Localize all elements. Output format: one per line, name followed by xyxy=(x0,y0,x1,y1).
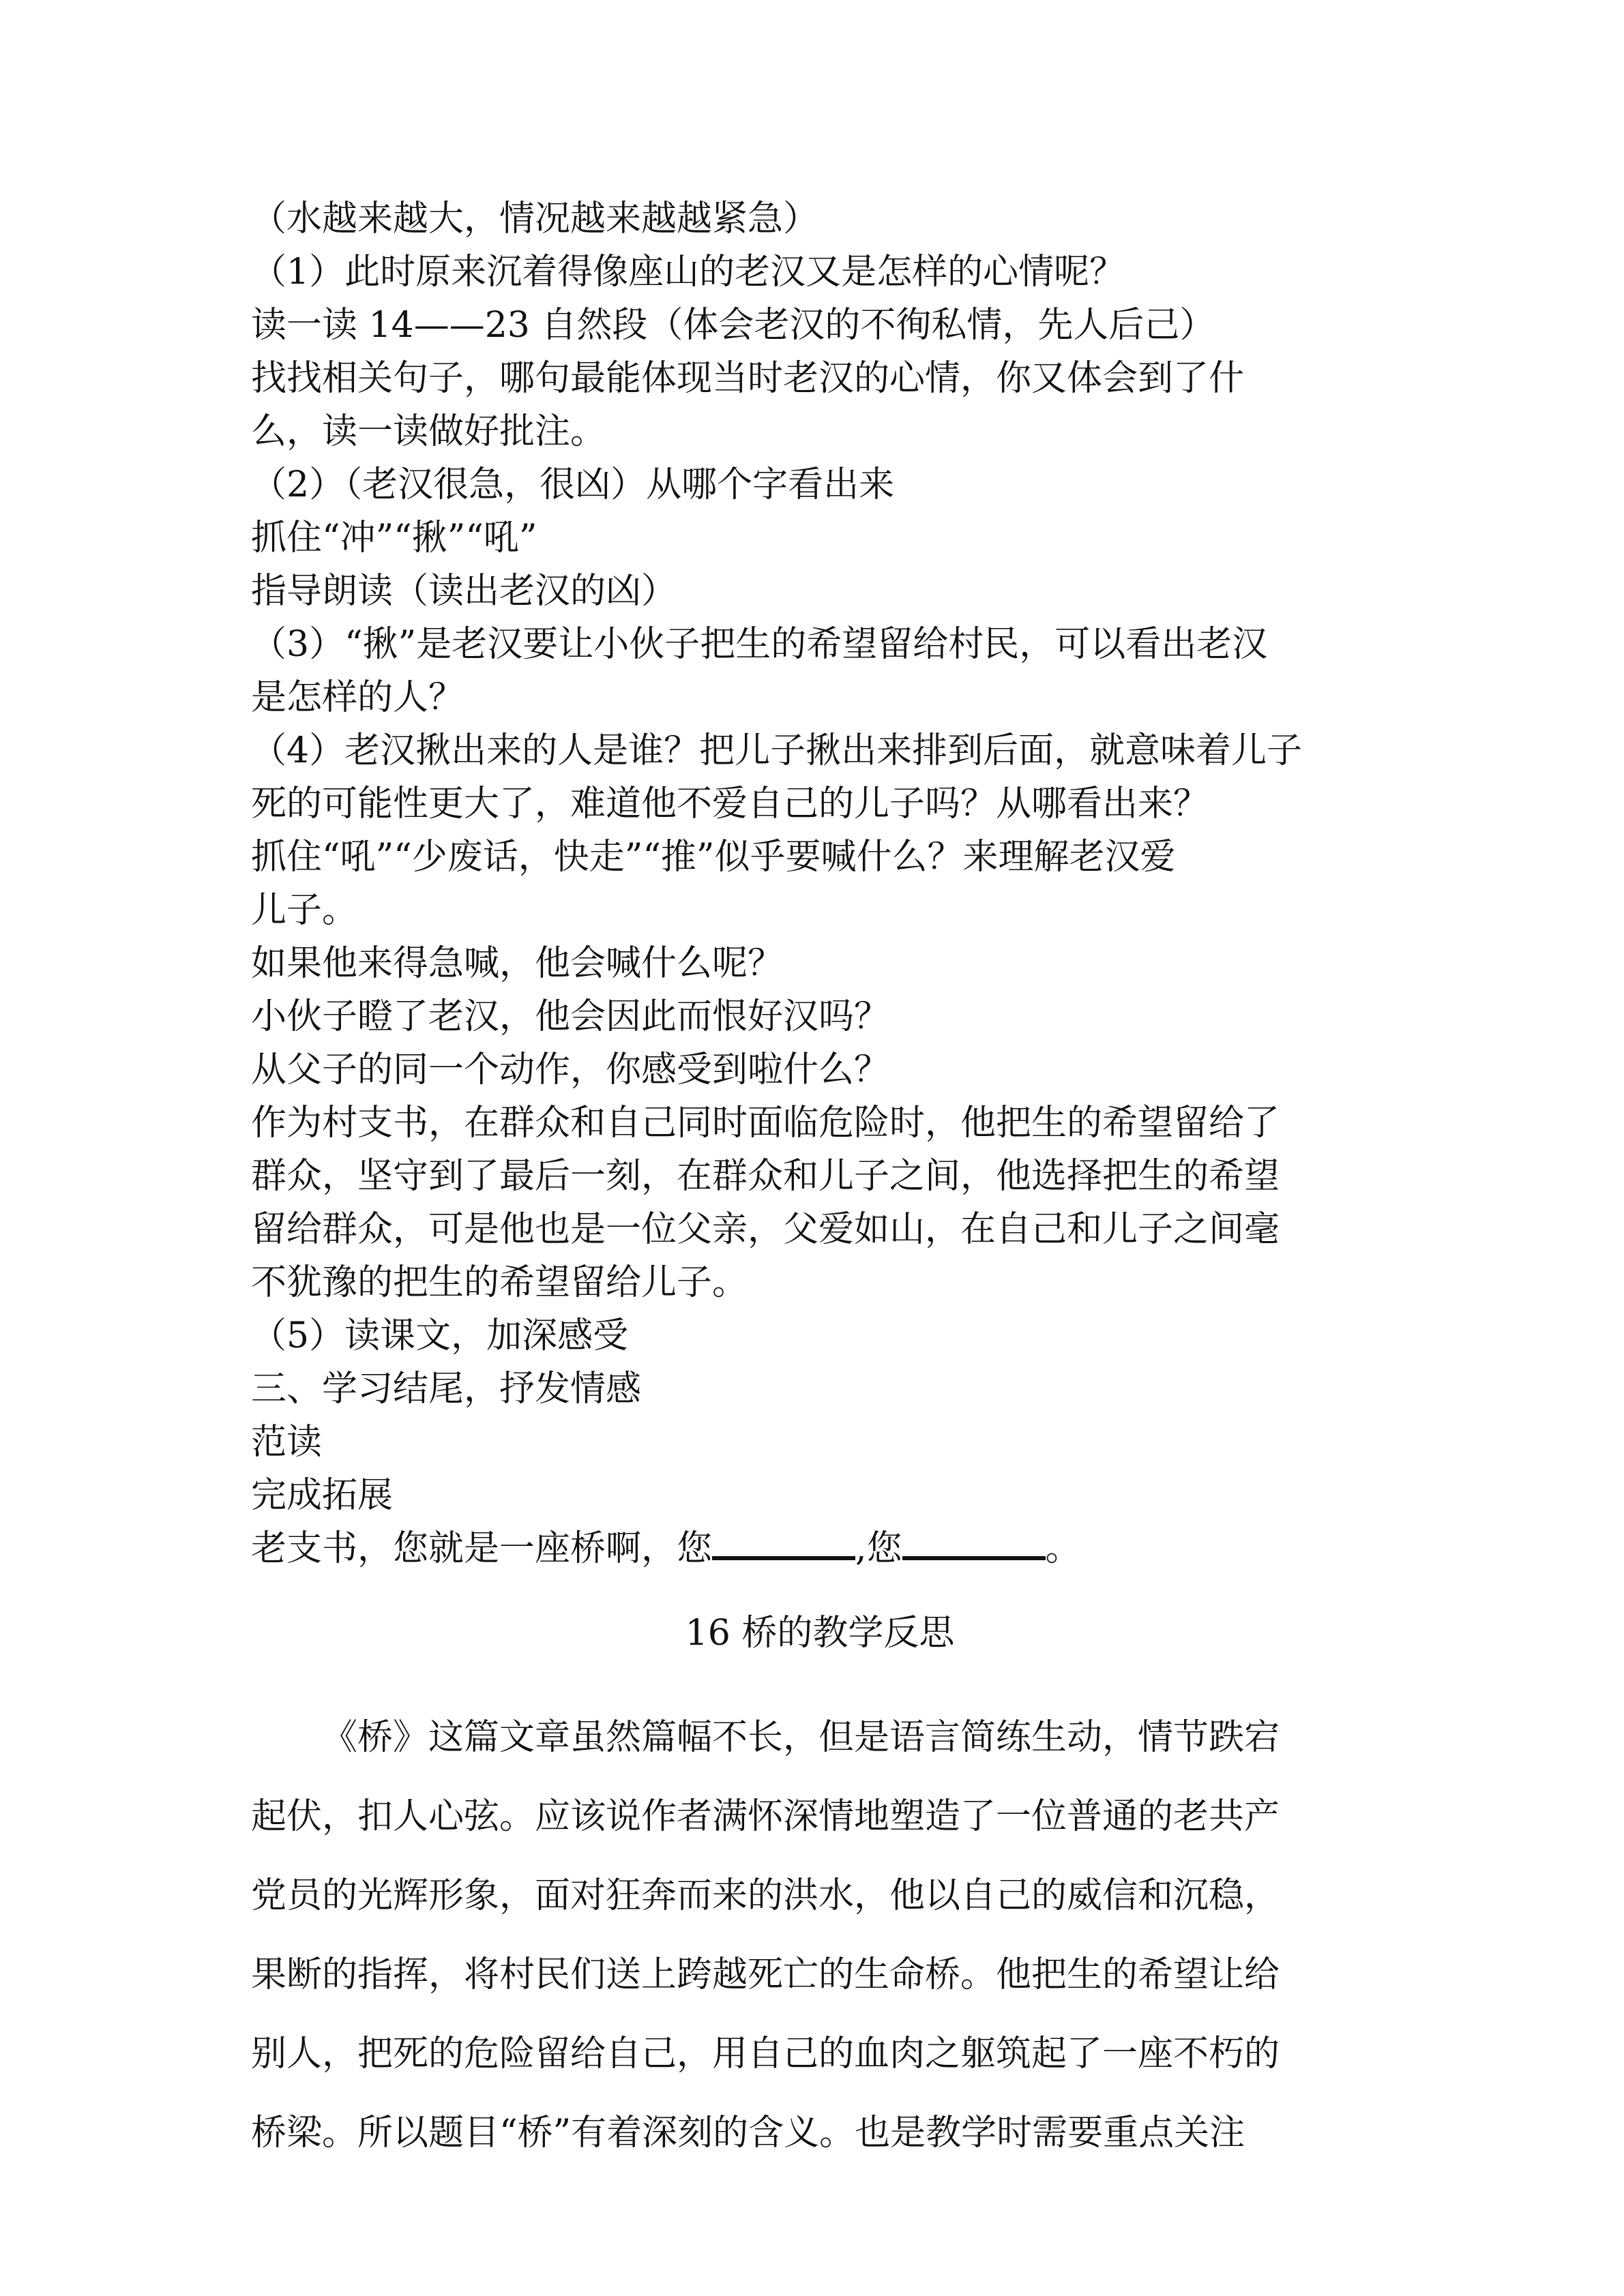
paragraph-line: 别人，把死的危险留给自己，用自己的血肉之躯筑起了一座不朽的 xyxy=(251,2033,1280,2074)
text-line: 死的可能性更大了，难道他不爱自己的儿子吗？从哪看出来？ xyxy=(251,784,1209,824)
text-line: 不犹豫的把生的希望留给儿子。 xyxy=(251,1262,748,1303)
text-line: 指导朗读（读出老汉的凶） xyxy=(251,571,677,612)
text-line: 完成拓展 xyxy=(251,1475,394,1516)
text-line: 抓住“冲”“揪”“吼” xyxy=(251,518,537,558)
text-line: 作为村支书，在群众和自己同时面临危险时，他把生的希望留给了 xyxy=(251,1103,1280,1144)
fill-text: ,您 xyxy=(855,1528,902,1569)
reflection-paragraph xyxy=(251,1698,1389,2173)
text-line: 抓住“吼”“少废话，快走”“推”似乎要喊什么？来理解老汉爱 xyxy=(251,837,1176,878)
fill-text: 老支书，您就是一座桥啊，您 xyxy=(251,1528,713,1569)
section-heading: 三、学习结尾，抒发情感 xyxy=(251,1369,642,1410)
text-line: （1）此时原来沉着得像座山的老汉又是怎样的心情呢？ xyxy=(251,252,1125,293)
paragraph-line: 桥梁。所以题目“桥”有着深刻的含义。也是教学时需要重点关注 xyxy=(251,2113,1245,2153)
paragraph-line: 起伏，扣人心弦。应该说作者满怀深情地塑造了一位普通的老共产 xyxy=(251,1796,1280,1837)
text-line: （3）“揪”是老汉要让小伙子把生的希望留给村民，可以看出老汉 xyxy=(251,624,1268,665)
text-line: 留给群众，可是他也是一位父亲，父爱如山，在自己和儿子之间毫 xyxy=(251,1209,1280,1250)
paragraph-line: 党员的光辉形象，面对狂奔而来的洪水，他以自己的威信和沉稳， xyxy=(251,1875,1280,1916)
text-line: 么，读一读做好批注。 xyxy=(251,411,606,452)
text-line: 是怎样的人？ xyxy=(251,677,464,718)
blank-underline xyxy=(902,1529,1046,1560)
blank-underline xyxy=(712,1529,855,1560)
text-line: 读一读 14——23 自然段（体会老汉的不徇私情，先人后己） xyxy=(251,305,1215,346)
text-line: （4）老汉揪出来的人是谁？把儿子揪出来排到后面，就意味着儿子 xyxy=(251,730,1303,771)
text-line: （5）读课文，加深感受 xyxy=(251,1315,629,1356)
text-line: （水越来越大，情况越来越越紧急） xyxy=(251,198,819,239)
text-line: 群众，坚守到了最后一刻，在群众和儿子之间，他选择把生的希望 xyxy=(251,1156,1280,1197)
text-line: 范读 xyxy=(251,1422,323,1463)
fill-in-blank-line xyxy=(251,1522,1389,1575)
text-line: 如果他来得急喊，他会喊什么呢？ xyxy=(251,943,784,984)
text-line: 儿子。 xyxy=(251,890,358,931)
reflection-title: 16 桥的教学反思 xyxy=(685,1613,955,1654)
paragraph-line: 《桥》这篇文章虽然篇幅不长，但是语言简练生动，情节跌宕 xyxy=(322,1717,1280,1758)
lesson-plan-section xyxy=(251,192,1389,1575)
paragraph-line: 果断的指挥，将村民们送上跨越死亡的生命桥。他把生的希望让给 xyxy=(251,1954,1280,1995)
fill-text: 。 xyxy=(1045,1528,1081,1569)
text-line: 小伙子瞪了老汉，他会因此而恨好汉吗？ xyxy=(251,996,890,1037)
text-line: （2）（老汉很急，很凶）从哪个字看出来 xyxy=(251,464,895,505)
text-line: 从父子的同一个动作，你感受到啦什么？ xyxy=(251,1049,890,1090)
text-line: 找找相关句子，哪句最能体现当时老汉的心情，你又体会到了什 xyxy=(251,358,1245,399)
